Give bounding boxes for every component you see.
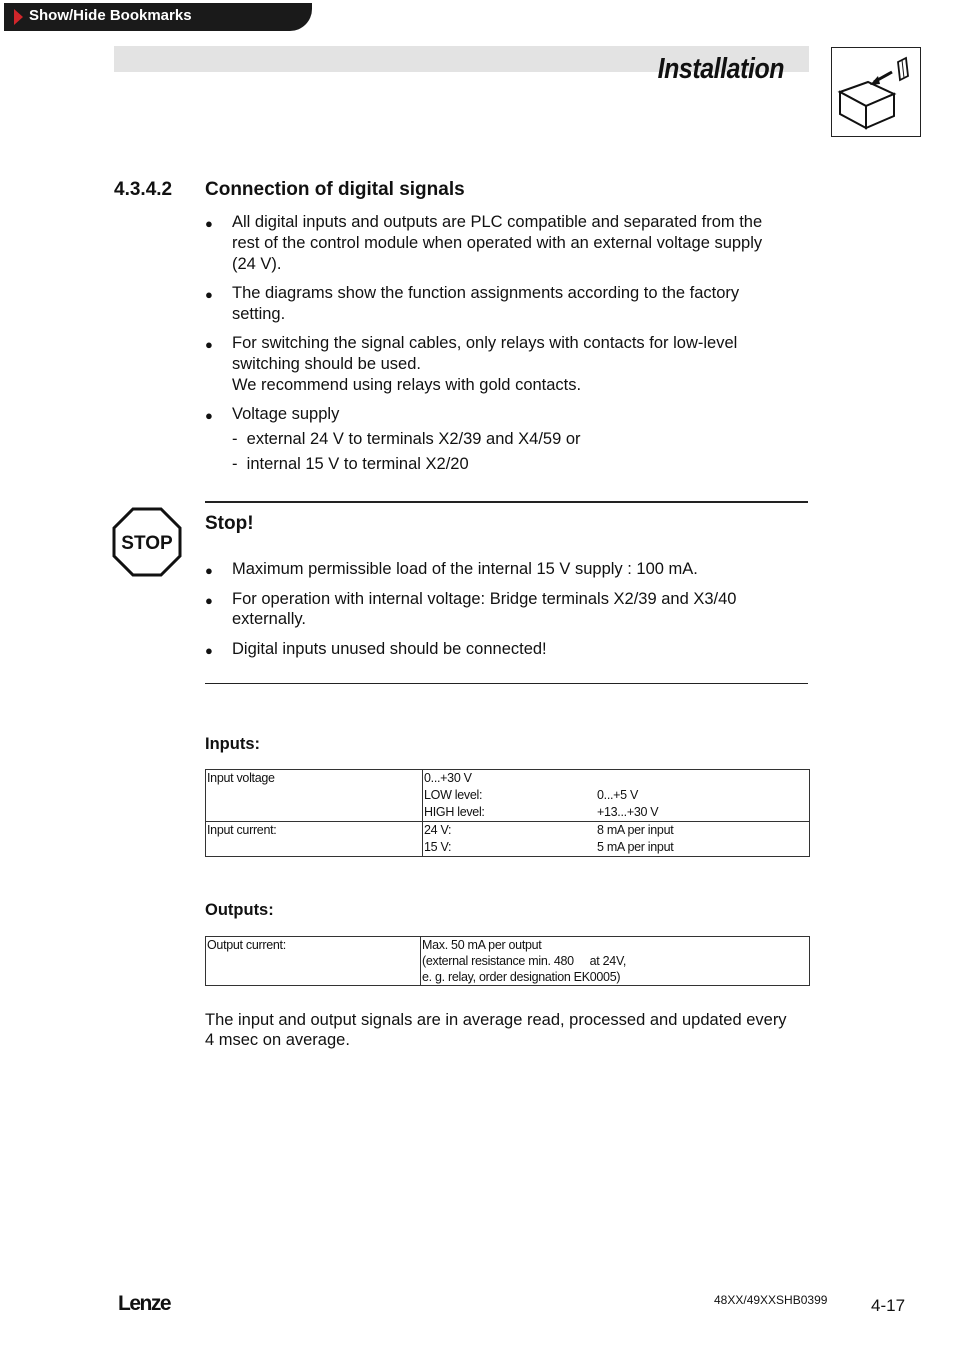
bullet-icon: ● [205, 408, 213, 423]
table-row [206, 937, 810, 986]
closing-paragraph: The input and output signals are in average read, processed and updated every 4 msec on average. [205, 1011, 787, 1049]
inputs-table [205, 769, 810, 857]
bullet-icon: ● [205, 593, 213, 608]
bullet-icon: ● [205, 337, 213, 352]
stop-sign-icon [112, 507, 182, 577]
bullet-icon: ● [205, 563, 213, 578]
triangle-right-icon [14, 9, 23, 25]
bullet-text: The diagrams show the function assignments according to the factory setting. [232, 284, 740, 323]
table-cell: 0...+30 V LOW level: 0...+5 V HIGH level: +13...+30 V [423, 770, 810, 822]
document-id: 48XX/49XXSHB0399 [714, 1293, 828, 1307]
supply-item: - internal 15 V to terminal X2/20 [232, 455, 469, 473]
section-title: Connection of digital signals [205, 179, 465, 200]
bullet-text: For switching the signal cables, only relays with contacts for low-level switching should be used. We recommend using relays with gold contacts. [232, 334, 738, 394]
bullet-icon: ● [205, 643, 213, 658]
supply-item: - external 24 V to terminals X2/39 and X4/59 or [232, 430, 581, 448]
table-cell: Input voltage [206, 770, 423, 822]
stop-bullet-text: For operation with internal voltage: Bridge terminals X2/39 and X3/40 externally. [232, 590, 737, 628]
bookmarks-label: Show/Hide Bookmarks [29, 7, 192, 24]
table-row [206, 822, 810, 857]
outputs-table [205, 936, 810, 986]
bullet-text: All digital inputs and outputs are PLC compatible and separated from the rest of the control module when operated with an external voltage supply (24 V). [232, 213, 763, 273]
inputs-heading: Inputs: [205, 735, 260, 753]
svg-text:STOP: STOP [121, 533, 173, 554]
module-install-icon [831, 47, 921, 137]
divider [205, 501, 808, 503]
lenze-logo: Lenze [118, 1292, 171, 1315]
section-number: 4.3.4.2 [114, 179, 173, 200]
table-row [206, 770, 810, 822]
outputs-heading: Outputs: [205, 901, 274, 919]
table-cell: Output current: [206, 937, 421, 986]
table-cell: Max. 50 mA per output (external resistance min. 480 at 24V, e. g. relay, order designation EK0005) [421, 937, 810, 986]
bullet-text: Voltage supply [232, 405, 340, 423]
bullet-icon: ● [205, 287, 213, 302]
stop-bullet-text: Digital inputs unused should be connected! [232, 640, 547, 658]
page-number: 4-17 [871, 1296, 906, 1315]
table-cell: Input current: [206, 822, 423, 857]
divider [205, 683, 808, 684]
stop-heading: Stop! [205, 513, 254, 534]
table-cell: 24 V: 8 mA per input 15 V: 5 mA per input [423, 822, 810, 857]
bullet-icon: ● [205, 216, 213, 231]
chapter-title: Installation [657, 53, 784, 85]
stop-bullet-text: Maximum permissible load of the internal 15 V supply : 100 mA. [232, 560, 698, 578]
